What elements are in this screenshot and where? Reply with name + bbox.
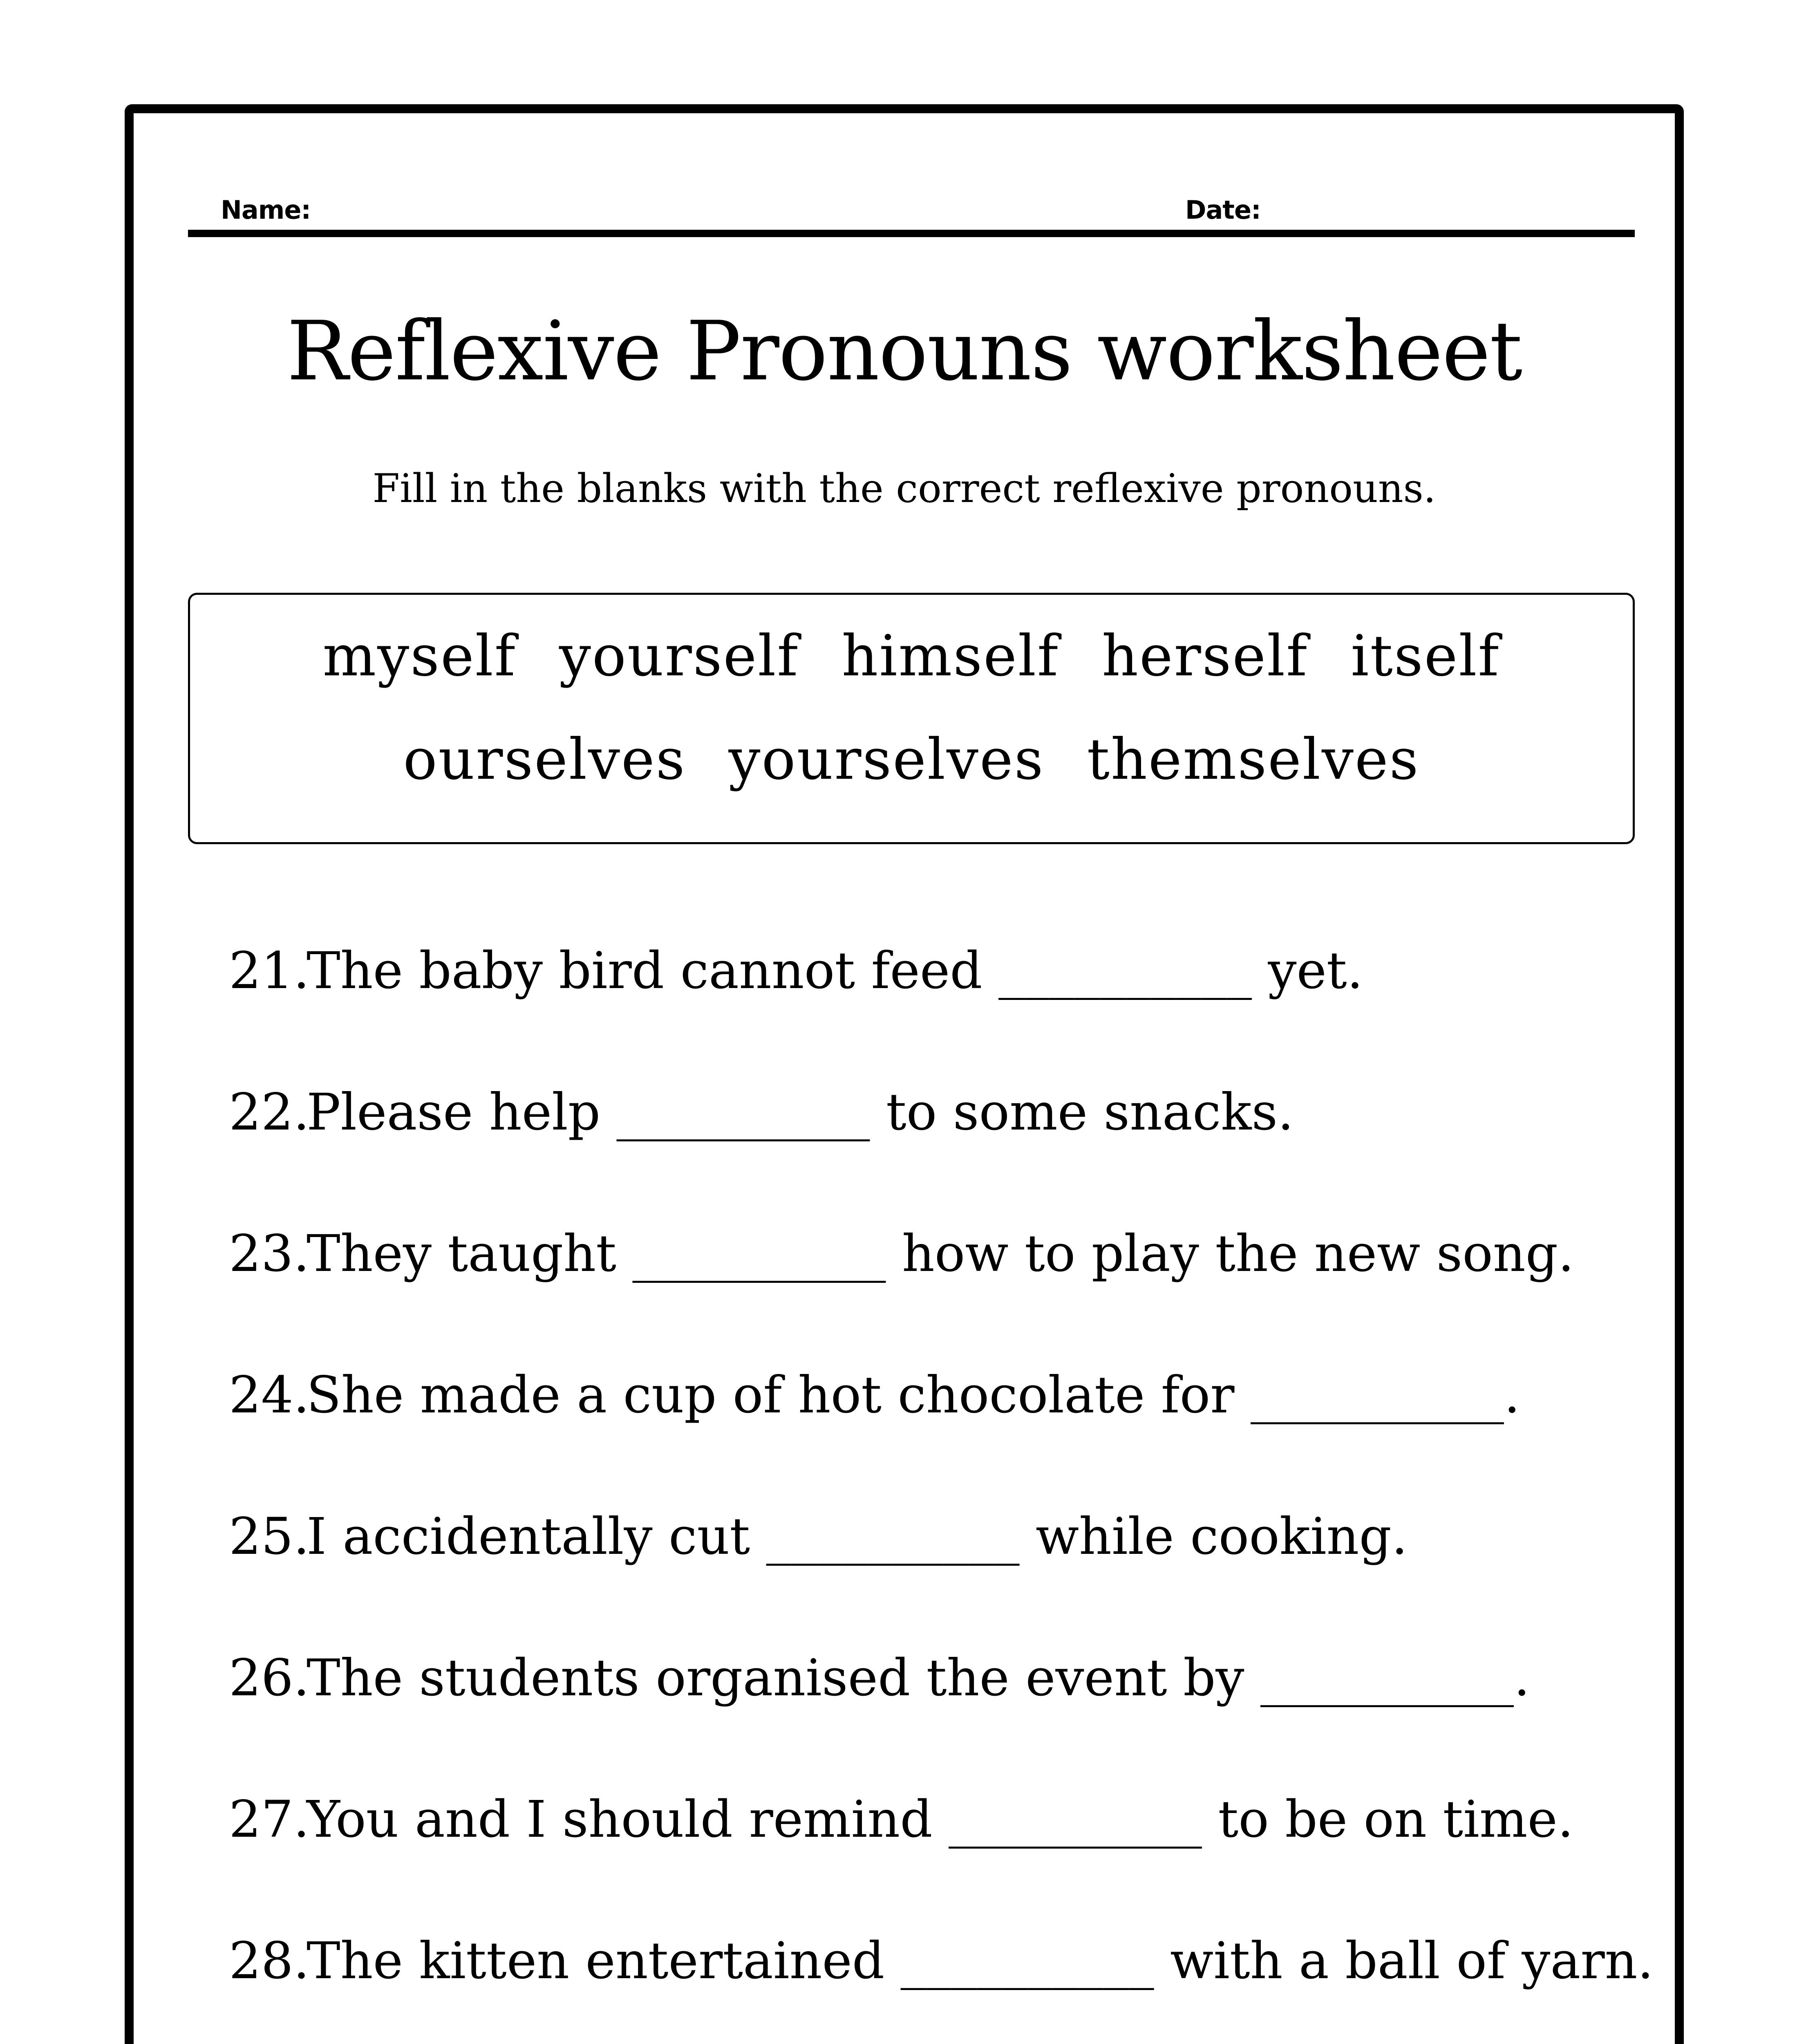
question-text: I accidentally cut __________ while cooking. — [307, 1507, 1408, 1566]
question-item — [229, 1647, 1635, 1789]
question-list — [229, 940, 1654, 2044]
word-bank-word: herself — [1102, 623, 1309, 689]
question-item — [229, 1789, 1635, 1930]
name-label: Name: — [221, 195, 311, 225]
question-item — [229, 1223, 1635, 1365]
question-item — [229, 1365, 1635, 1506]
question-text: The baby bird cannot feed __________ yet. — [307, 941, 1363, 1000]
question-number: 23. — [229, 1224, 310, 1283]
word-bank-word: themselves — [1087, 726, 1420, 792]
instructions: Fill in the blanks with the correct reflexive pronouns. — [372, 466, 1436, 511]
question-number: 22. — [229, 1083, 310, 1142]
question-text: Please help __________ to some snacks. — [307, 1083, 1294, 1142]
word-bank-word: myself — [322, 623, 517, 689]
question-number: 21. — [229, 941, 310, 1000]
question-number: 27. — [229, 1790, 310, 1849]
question-item — [229, 940, 1635, 1082]
question-text: They taught __________ how to play the new song. — [307, 1224, 1574, 1283]
word-bank-word: himself — [841, 623, 1060, 689]
word-bank-word: yourselves — [728, 726, 1045, 792]
question-text: She made a cup of hot chocolate for __________. — [307, 1366, 1520, 1425]
question-item — [229, 1930, 1654, 2044]
question-text: The kitten entertained __________ with a ball of yarn. — [307, 1932, 1654, 1990]
question-item — [229, 1506, 1635, 1647]
question-number: 28. — [229, 1932, 310, 1990]
word-bank-box — [188, 593, 1635, 844]
question-number: 24. — [229, 1366, 310, 1425]
word-bank-word: yourself — [559, 623, 799, 689]
header-row — [188, 192, 1635, 237]
date-label: Date: — [1185, 195, 1261, 225]
question-text: The students organised the event by __________. — [307, 1649, 1530, 1708]
question-item — [229, 1082, 1635, 1223]
question-text: You and I should remind __________ to be on time. — [307, 1790, 1574, 1849]
header-divider — [188, 230, 1635, 237]
worksheet-title: Reflexive Pronouns worksheet — [286, 304, 1522, 399]
question-number: 25. — [229, 1507, 310, 1566]
word-bank-row-1 — [190, 621, 1633, 691]
word-bank-row-2 — [190, 725, 1633, 794]
word-bank-word: ourselves — [403, 726, 686, 792]
question-number: 26. — [229, 1649, 310, 1708]
word-bank-word: itself — [1351, 623, 1500, 689]
